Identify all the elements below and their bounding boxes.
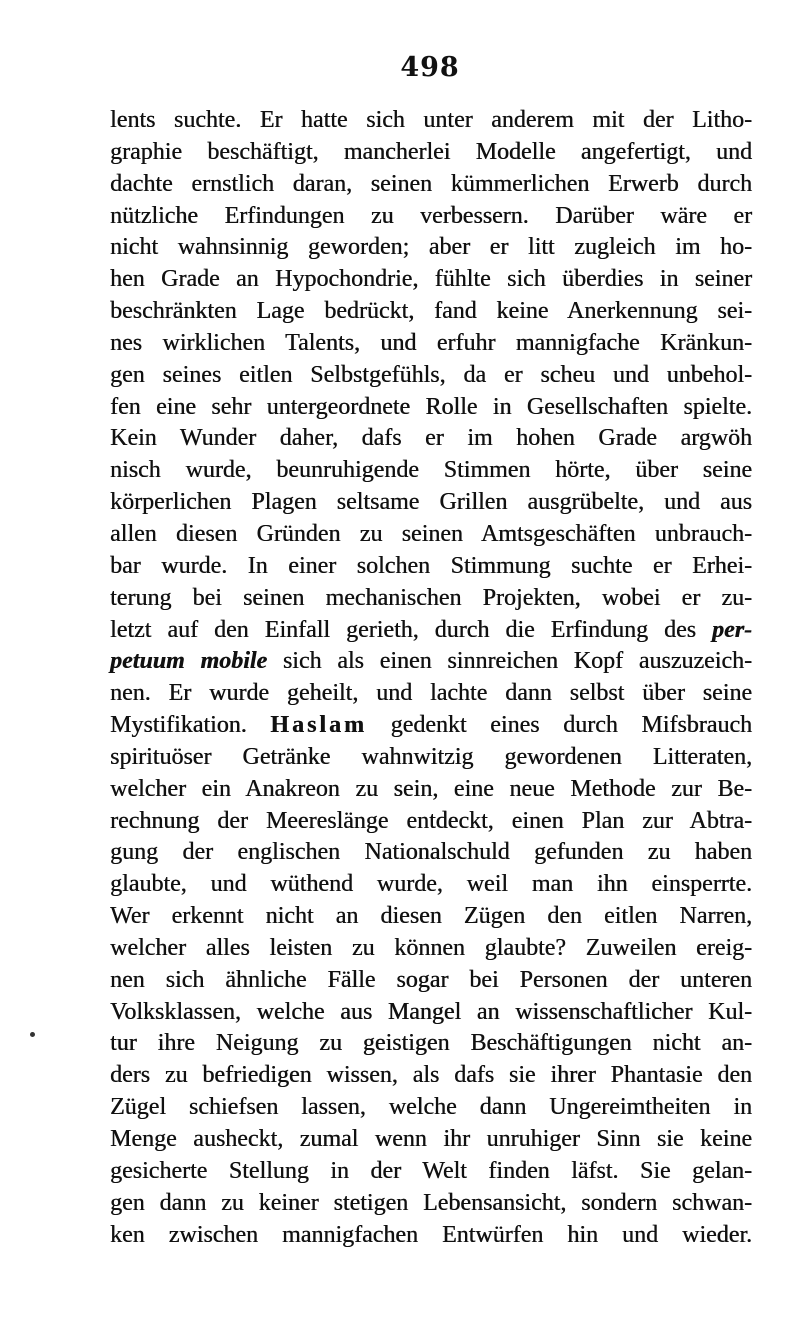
text-line: nen. Er wurde geheilt, und lachte dann selbst über seine bbox=[110, 680, 752, 707]
text-line: lents suchte. Er hatte sich unter anderem mit der Litho- bbox=[110, 107, 752, 133]
text-line: graphie beschäftigt, mancherlei Modelle angefertigt, und bbox=[110, 138, 752, 165]
text-line: ken zwischen mannigfachen Entwürfen hin und wieder. bbox=[110, 1221, 752, 1248]
text-line: Kein Wunder daher, dafs er im hohen Grade argwöh bbox=[110, 425, 752, 452]
text-line: ders zu befriedigen wissen, als dafs sie ihrer Phantasie den bbox=[110, 1062, 752, 1089]
text-line: bar wurde. In einer solchen Stimmung suchte er Erhei- bbox=[110, 552, 752, 579]
margin-speck bbox=[30, 1032, 35, 1037]
text-segment: letzt auf den Einfall gerieth, durch die Erfindung des bbox=[110, 616, 713, 643]
text-line: hen Grade an Hypochondrie, fühlte sich überdies in seiner bbox=[110, 266, 752, 293]
text-line: terung bei seinen mechanischen Projekten, wobei er zu- bbox=[110, 584, 752, 611]
text-line: Volksklassen, welche aus Mangel an wissenschaftlicher Kul- bbox=[110, 998, 752, 1025]
text-line bbox=[110, 615, 752, 647]
text-line: glaubte, und wüthend wurde, weil man ihn einsperrte. bbox=[110, 871, 752, 898]
text-line: rechnung der Meereslänge entdeckt, einen Plan zur Abtra- bbox=[110, 807, 752, 834]
page-number: 498 bbox=[400, 52, 460, 83]
text-line: nes wirklichen Talents, und erfuhr mannigfache Kränkun- bbox=[110, 329, 752, 356]
text-line: nisch wurde, beunruhigende Stimmen hörte, über seine bbox=[110, 457, 752, 484]
text-line: Zügel schiefsen lassen, welche dann Ungereimtheiten in bbox=[110, 1094, 752, 1121]
text-line: spirituöser Getränke wahnwitzig gewordenen Litteraten, bbox=[110, 743, 752, 770]
text-line: nützliche Erfindungen zu verbessern. Darüber wäre er bbox=[110, 202, 752, 229]
text-line: Menge ausheckt, zumal wenn ihr unruhiger Sinn sie keine bbox=[110, 1126, 752, 1152]
text-line: welcher alles leisten zu können glaubte? Zuweilen ereig- bbox=[110, 934, 752, 961]
spaced-name: Haslam bbox=[270, 712, 367, 739]
text-segment: Mystifikation. bbox=[110, 712, 271, 739]
body-text bbox=[110, 105, 752, 1251]
text-line: Wer erkennt nicht an diesen Zügen den eitlen Narren, bbox=[110, 903, 752, 930]
text-line: dachte ernstlich daran, seinen kümmerlichen Erwerb durch bbox=[110, 170, 752, 197]
text-line: welcher ein Anakreon zu sein, eine neue Methode zur Be- bbox=[110, 775, 752, 802]
text-line: fen eine sehr untergeordnete Rolle in Gesellschaften spielte. bbox=[110, 393, 752, 420]
text-line bbox=[110, 646, 752, 678]
text-line: gesicherte Stellung in der Welt finden läfst. Sie gelan- bbox=[110, 1157, 752, 1184]
text-segment: sich als einen sinnreichen Kopf auszuzeich- bbox=[267, 648, 752, 675]
italic-term: petuum mobile bbox=[110, 648, 268, 675]
text-line: gen dann zu keiner stetigen Lebensansicht, sondern schwan- bbox=[110, 1189, 752, 1216]
text-line: nicht wahnsinnig geworden; aber er litt zugleich im ho- bbox=[110, 234, 752, 261]
text-line: körperlichen Plagen seltsame Grillen ausgrübelte, und aus bbox=[110, 489, 752, 516]
italic-term: per- bbox=[712, 616, 752, 643]
text-line: tur ihre Neigung zu geistigen Beschäftigungen nicht an- bbox=[110, 1030, 752, 1057]
text-line: gung der englischen Nationalschuld gefunden zu haben bbox=[110, 839, 752, 866]
text-line: beschränkten Lage bedrückt, fand keine Anerkennung sei- bbox=[110, 298, 752, 325]
text-line: gen seines eitlen Selbstgefühls, da er scheu und unbehol- bbox=[110, 361, 752, 388]
text-line bbox=[110, 710, 752, 742]
text-line: nen sich ähnliche Fälle sogar bei Personen der unteren bbox=[110, 966, 752, 993]
text-line: allen diesen Gründen zu seinen Amtsgeschäften unbrauch- bbox=[110, 520, 752, 547]
text-segment: gedenkt eines durch Mifsbrauch bbox=[366, 712, 752, 739]
